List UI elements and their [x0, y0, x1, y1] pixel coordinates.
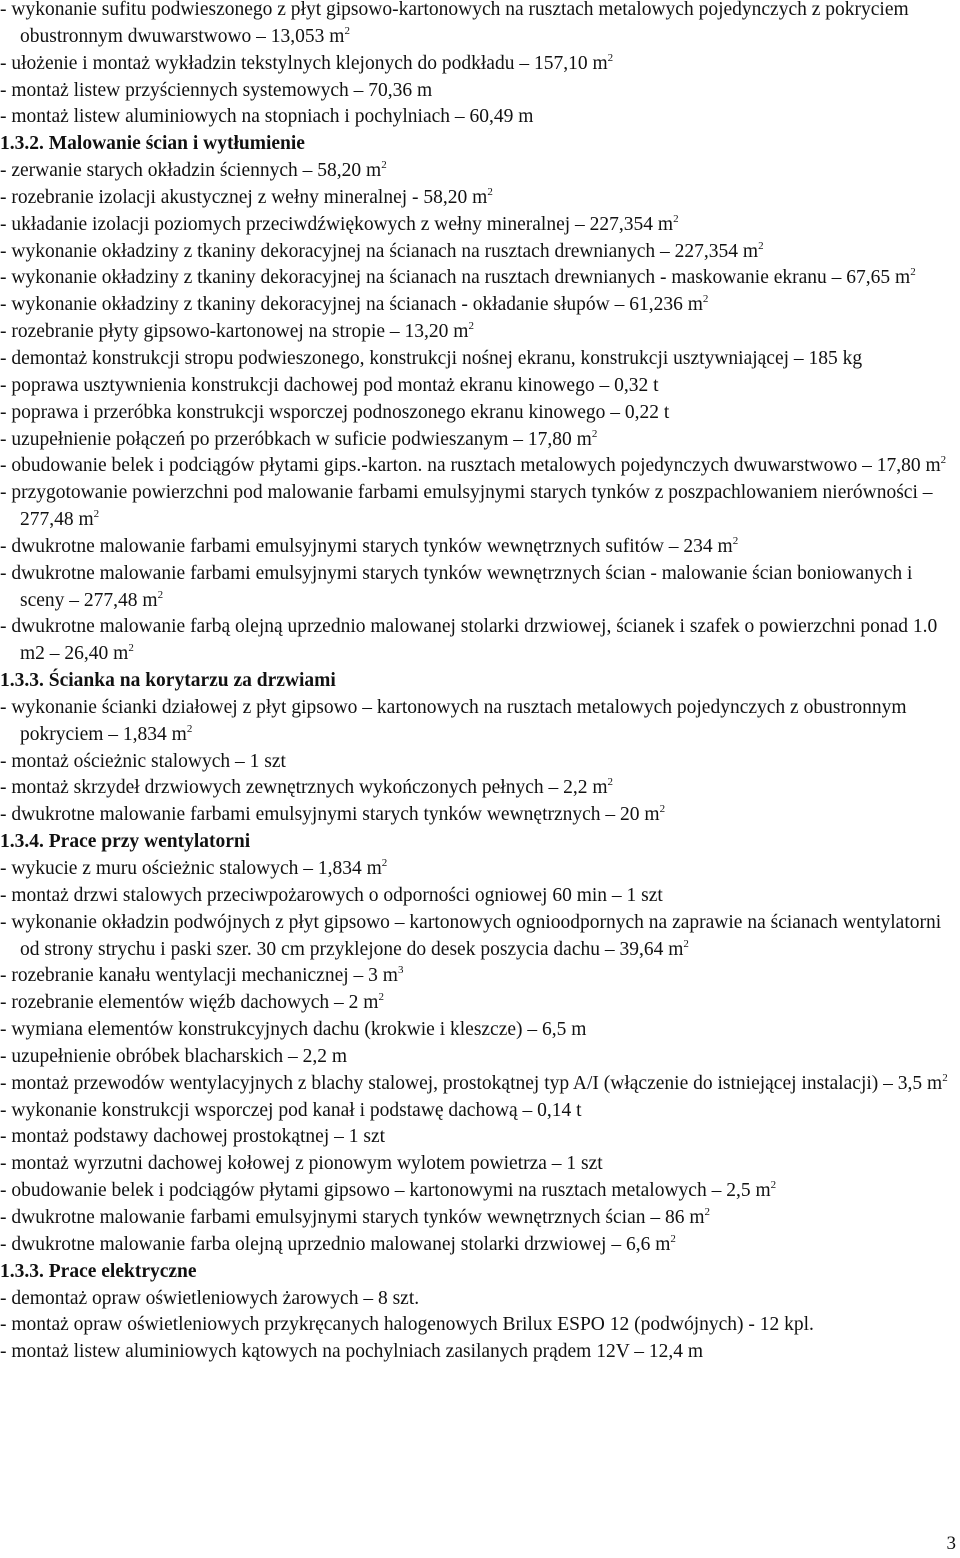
- unit-exponent: 2: [758, 239, 764, 252]
- list-item: [0, 265, 958, 292]
- unit-exponent: 2: [607, 51, 614, 64]
- item-text: - montaż listew aluminiowych na stopniach i pochylniach – 60,49 m: [0, 106, 534, 128]
- unit-exponent: 2: [673, 212, 679, 225]
- item-text: - poprawa i przeróbka konstrukcji wsporczej podnoszonego ekranu kinowego – 0,22 t: [0, 401, 670, 423]
- unit-exponent: 2: [704, 1205, 711, 1218]
- heading-text: 1.3.2. Malowanie ścian i wytłumienie: [0, 133, 305, 155]
- list-item: [0, 1286, 958, 1313]
- list-item: [0, 749, 958, 776]
- section-heading: [0, 1259, 958, 1286]
- list-item: [0, 158, 958, 185]
- item-text: - wykonanie okładziny z tkaniny dekoracyjnej na ścianach - okładanie słupów – 61,236 m: [0, 294, 703, 316]
- page-number: 3: [946, 1533, 956, 1554]
- list-item: [0, 1124, 958, 1151]
- list-item: [0, 373, 958, 400]
- list-item: [0, 614, 958, 668]
- unit-exponent: 2: [670, 1232, 676, 1245]
- item-text: - uzupełnienie obróbek blacharskich – 2,2 m: [0, 1045, 348, 1067]
- list-item: [0, 1339, 958, 1366]
- item-text: - wykonanie konstrukcji wsporczej pod kanał i podstawę dachową – 0,14 t: [0, 1099, 582, 1121]
- unit-exponent: 2: [591, 427, 598, 440]
- list-item: [0, 185, 958, 212]
- item-text: - montaż podstawy dachowej prostokątnej – 1 szt: [0, 1126, 386, 1148]
- unit-exponent: 2: [157, 588, 164, 601]
- item-text: - wykonanie ścianki działowej z płyt gipsowo – kartonowych na rusztach metalowych pojedynczych z obustronnym pokryciem – 1,834 m: [0, 696, 907, 745]
- item-text: - uzupełnienie połączeń po przeróbkach w suficie podwieszanym – 17,80 m: [0, 428, 592, 450]
- item-text: - montaż przewodów wentylacyjnych z blachy stalowej, prostokątnej typ A/I (włączenie do istniejącej instalacji) – 3,5 m: [0, 1072, 943, 1094]
- unit-exponent: 2: [702, 293, 709, 306]
- item-text: - dwukrotne malowanie farbami emulsyjnymi starych tynków wewnętrznych ścian - malowanie ścian boniowanych i sceny – 277,48 m: [0, 562, 913, 611]
- unit-exponent: 2: [659, 803, 666, 816]
- list-item: [0, 963, 958, 990]
- unit-exponent: 2: [468, 320, 474, 333]
- list-item: [0, 239, 958, 266]
- item-text: - rozebranie płyty gipsowo-kartonowej na stropie – 13,20 m: [0, 321, 469, 343]
- list-item: [0, 1178, 958, 1205]
- unit-exponent: 2: [381, 159, 387, 172]
- item-text: - dwukrotne malowanie farbą olejną uprzednio malowanej stolarki drzwiowej, ścianek i szafek o powierzchni ponad 1.0 m2 – 26,40 m: [0, 616, 938, 665]
- item-text: - dwukrotne malowanie farbami emulsyjnymi starych tynków wewnętrznych sufitów – 234 m: [0, 535, 733, 557]
- item-text: - ułożenie i montaż wykładzin tekstylnych klejonych do podkładu – 157,10 m: [0, 52, 608, 74]
- item-text: - rozebranie elementów więźb dachowych – 2 m: [0, 992, 379, 1014]
- list-item: [0, 1044, 958, 1071]
- list-item: [0, 1098, 958, 1125]
- item-text: - wykonanie sufitu podwieszonego z płyt gipsowo-kartonowych na rusztach metalowych pojedynczych z pokryciem obustronnym dwuwarstwowo – 13,053 m: [0, 0, 909, 47]
- list-item: [0, 212, 958, 239]
- unit-exponent: 2: [186, 722, 193, 735]
- item-text: - wykonanie okładzin podwójnych z płyt gipsowo – kartonowych ognioodpornych na zaprawie na ścianach wentylatorni od strony strychu i paski szer. 30 cm przyklejone do desek poszycia dachu – 39,64 m: [0, 911, 942, 960]
- heading-text: 1.3.4. Prace przy wentylatorni: [0, 831, 251, 853]
- item-text: - rozebranie kanału wentylacji mechanicznej – 3 m: [0, 965, 398, 987]
- list-item: [0, 1017, 958, 1044]
- list-item: [0, 856, 958, 883]
- heading-text: 1.3.3. Prace elektryczne: [0, 1260, 197, 1282]
- list-item: [0, 1312, 958, 1339]
- unit-exponent: 2: [940, 454, 947, 467]
- item-text: - wykonanie okładziny z tkaniny dekoracyjnej na ścianach na rusztach drewnianych – 227,354 m: [0, 240, 759, 262]
- list-item: [0, 104, 958, 131]
- item-text: - obudowanie belek i podciągów płytami gipsowo – kartonowymi na rusztach metalowych – 2,5 m: [0, 1180, 771, 1202]
- item-text: - montaż drzwi stalowych przeciwpożarowych o odporności ogniowej 60 min – 1 szt: [0, 884, 663, 906]
- unit-exponent: 3: [397, 964, 404, 977]
- item-text: - wymiana elementów konstrukcyjnych dachu (krokwie i kleszcze) – 6,5 m: [0, 1019, 587, 1041]
- unit-exponent: 2: [683, 937, 689, 950]
- list-item: [0, 883, 958, 910]
- item-text: - montaż listew przyściennych systemowych – 70,36 m: [0, 79, 433, 101]
- list-item: [0, 319, 958, 346]
- item-text: - montaż listew aluminiowych kątowych na pochylniach zasilanych prądem 12V – 12,4 m: [0, 1341, 704, 1363]
- item-text: - wykonanie okładziny z tkaniny dekoracyjnej na ścianach na rusztach drewnianych - maskowanie ekranu – 67,65 m: [0, 267, 911, 289]
- item-text: - dwukrotne malowanie farba olejną uprzednio malowanej stolarki drzwiowej – 6,6 m: [0, 1233, 671, 1255]
- item-text: - montaż wyrzutni dachowej kołowej z pionowym wylotem powietrza – 1 szt: [0, 1153, 603, 1175]
- unit-exponent: 2: [93, 508, 100, 521]
- list-item: [0, 990, 958, 1017]
- list-item: [0, 1071, 958, 1098]
- list-item: [0, 561, 958, 615]
- list-item: [0, 910, 958, 964]
- section-heading: [0, 131, 958, 158]
- item-text: - montaż ościeżnic stalowych – 1 szt: [0, 750, 286, 772]
- item-text: - przygotowanie powierzchni pod malowanie farbami emulsyjnymi starych tynków z poszpachlowaniem nierówności – 277,48 m: [0, 482, 933, 531]
- unit-exponent: 2: [770, 1179, 777, 1192]
- unit-exponent: 2: [344, 24, 350, 37]
- list-item: [0, 1232, 958, 1259]
- unit-exponent: 2: [487, 185, 493, 198]
- section-heading: [0, 829, 958, 856]
- list-item: [0, 78, 958, 105]
- unit-exponent: 2: [128, 642, 134, 655]
- item-text: - poprawa usztywnienia konstrukcji dachowej pod montaż ekranu kinowego – 0,32 t: [0, 374, 659, 396]
- list-item: [0, 427, 958, 454]
- item-text: - zerwanie starych okładzin ściennych – 58,20 m: [0, 160, 382, 182]
- unit-exponent: 2: [607, 776, 614, 789]
- list-item: [0, 51, 958, 78]
- item-text: - wykucie z muru ościeżnic stalowych – 1,834 m: [0, 858, 382, 879]
- section-heading: [0, 668, 958, 695]
- unit-exponent: 2: [381, 857, 388, 869]
- list-item: [0, 1205, 958, 1232]
- item-text: - układanie izolacji poziomych przeciwdźwiękowych z wełny mineralnej – 227,354 m: [0, 213, 674, 235]
- item-text: - demontaż konstrukcji stropu podwieszonego, konstrukcji nośnej ekranu, konstrukcji usztywniającej – 185 kg: [0, 347, 863, 369]
- list-item: [0, 292, 958, 319]
- item-text: - obudowanie belek i podciągów płytami gips.-karton. na rusztach metalowych pojedynczych dwuwarstwowo – 17,80 m: [0, 455, 941, 477]
- item-text: - rozebranie izolacji akustycznej z wełny mineralnej - 58,20 m: [0, 186, 488, 208]
- list-item: [0, 400, 958, 427]
- list-item: [0, 0, 958, 51]
- item-text: - demontaż opraw oświetleniowych żarowych – 8 szt.: [0, 1287, 420, 1309]
- list-item: [0, 346, 958, 373]
- list-item: [0, 695, 958, 749]
- item-text: - dwukrotne malowanie farbami emulsyjnymi starych tynków wewnętrznych ścian – 86 m: [0, 1206, 705, 1228]
- item-text: - dwukrotne malowanie farbami emulsyjnymi starych tynków wewnętrznych – 20 m: [0, 804, 660, 826]
- unit-exponent: 2: [910, 266, 916, 279]
- unit-exponent: 2: [378, 991, 384, 1004]
- list-item: [0, 480, 958, 534]
- list-item: [0, 1151, 958, 1178]
- heading-text: 1.3.3. Ścianka na korytarzu za drzwiami: [0, 670, 336, 692]
- unit-exponent: 2: [942, 1071, 948, 1084]
- list-item: [0, 802, 958, 829]
- item-text: - montaż skrzydeł drzwiowych zewnętrznych wykończonych pełnych – 2,2 m: [0, 777, 608, 799]
- unit-exponent: 2: [732, 534, 739, 547]
- list-item: [0, 534, 958, 561]
- list-item: [0, 775, 958, 802]
- list-item: [0, 453, 958, 480]
- item-text: - montaż opraw oświetleniowych przykręcanych halogenowych Brilux ESPO 12 (podwójnych) - 12 kpl.: [0, 1314, 814, 1336]
